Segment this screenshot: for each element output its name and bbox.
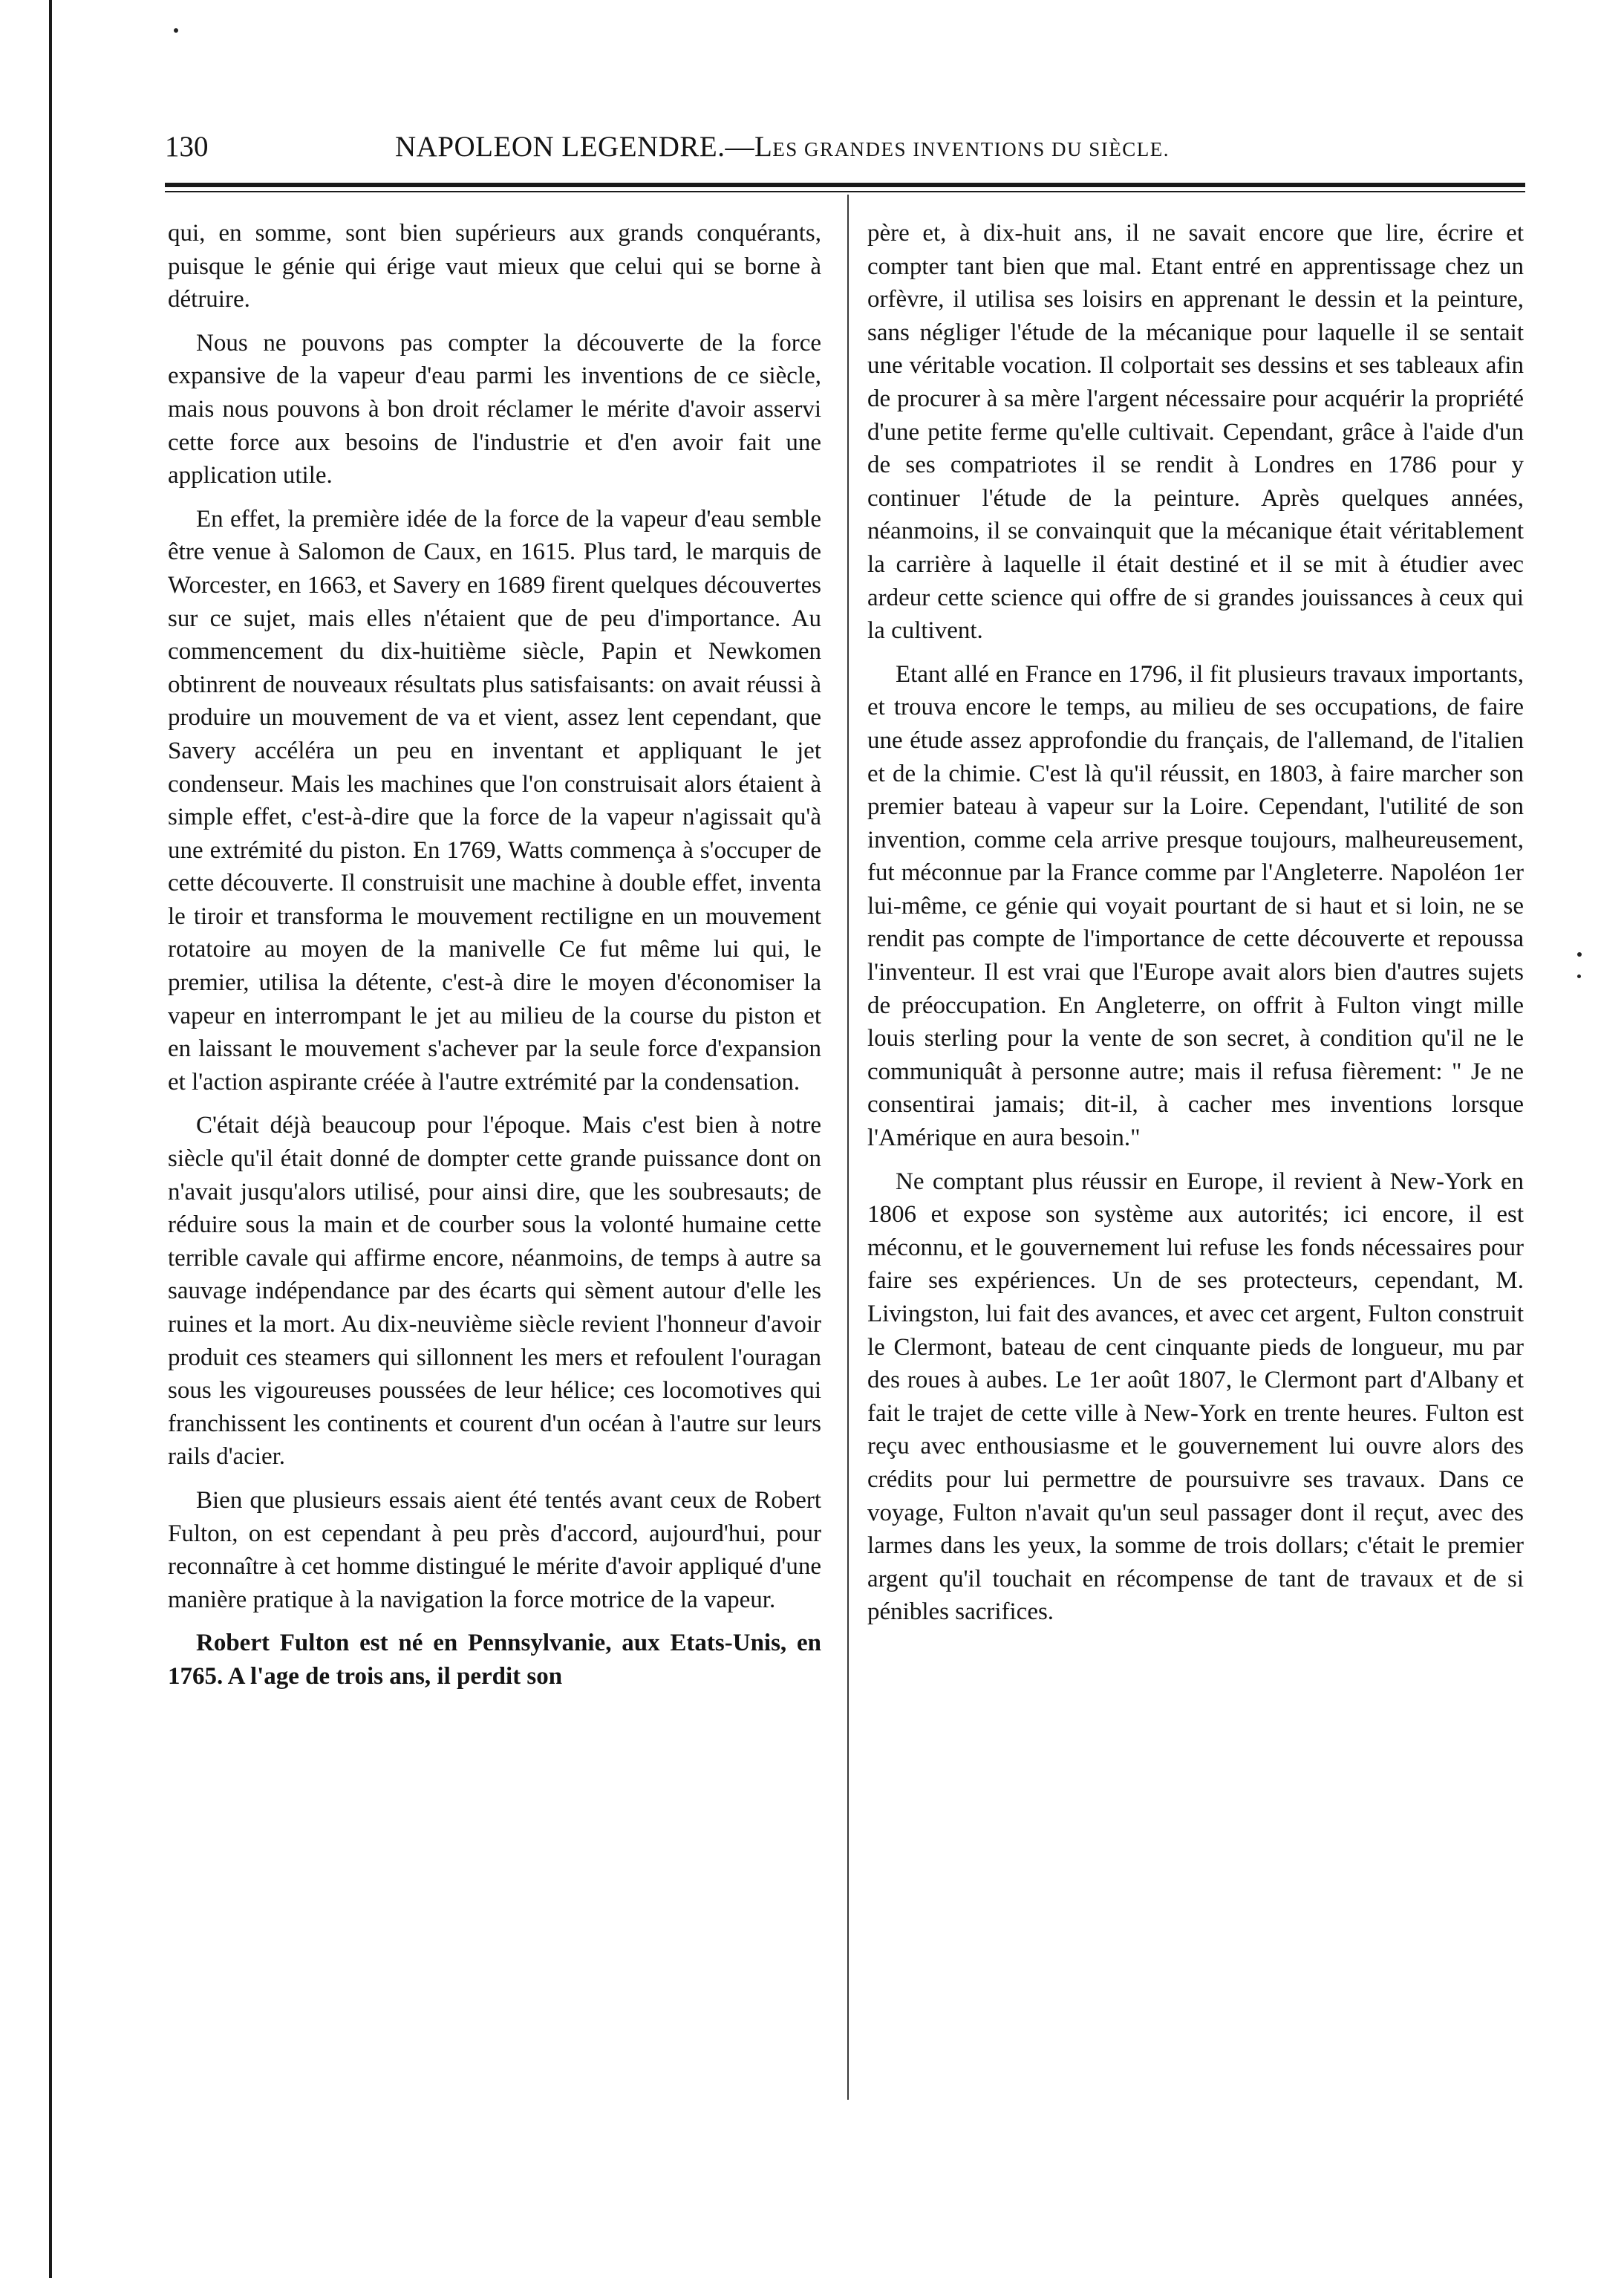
paragraph: qui, en somme, sont bien supérieurs aux grands conquérants, puisque le génie qui érige vaut mieux que celui qui se borne à détruire. (168, 220, 821, 313)
author-name: NAPOLEON LEGENDRE. (395, 131, 725, 163)
paragraph: Ne comptant plus réussir en Europe, il revient à New-York en 1806 et expose son système aux autorités; ici encore, il est méconnu, et le gouvernement lui refuse les fonds nécessaires pour faire ses expériences. Un de ses protecteurs, cependant, M. Livingston, lui fait des avances, et avec cet argent, Fulton construit le Clermont, bateau de cent cinquante pieds de longueur, mu par des roues à aubes. Le 1er août 1807, le Clermont part d'Albany et fait le trajet de cette ville à New-York en trente heures. Fulton est reçu avec enthousiasme et le gouvernement lui ouvre alors des crédits pour lui permettre de poursuivre ses travaux. Dans ce voyage, Fulton n'avait qu'un seul passager dont il reçut, avec des larmes dans les yeux, la somme de trois dollars; c'était le premier argent qu'il touchait en récompense de tant de travaux et de si pénibles sacrifices. (867, 1168, 1524, 1626)
paragraph: Bien que plusieurs essais aient été tentés avant ceux de Robert Fulton, on est cependant à peu près d'accord, aujourd'hui, pour reconnaître à cet homme distingué le mérite d'avoir appliqué d'une manière pratique à la navigation la force motrice de la vapeur. (168, 1486, 821, 1613)
right-column (867, 217, 1524, 1639)
title-initial: L (754, 131, 773, 163)
header-rule-thin (165, 191, 1525, 192)
paragraph: C'était déjà beaucoup pour l'époque. Mais c'est bien à notre siècle qu'il était donné de dompter cette grande puissance dont on n'avait jusqu'alors utilisé, pour ainsi dire, que les soubresauts; de réduire sous la main et de courber sous la volonté humaine cette terrible cavale qui affirme encore, néanmoins, de temps à autre sa sauvage indépendance par des écarts qui sèment autour d'elle les ruines et la mort. Au dix-neuvième siècle revient l'honneur d'avoir produit ces steamers qui sillonnent les mers et refoulent l'ouragan sous les vigoureuses poussées de leur hélice; ces locomotives qui franchissent les continents et courent d'un océan à l'autre sur leurs rails d'acier. (168, 1112, 821, 1471)
paragraph: Etant allé en France en 1796, il fit plusieurs travaux importants, et trouva encore le temps, au milieu de ses occupations, de faire une étude assez approfondie du français, de l'allemand, de l'italien et de la chimie. C'est là qu'il réussit, en 1803, à faire marcher son premier bateau à vapeur sur la Loire. Cependant, l'utilité de son invention, comme cela arrive presque toujours, malheureusement, fut méconnue par la France comme par l'Angleterre. Napoléon 1er lui-même, ce génie qui voyait pourtant de si haut et si loin, ne se rendit pas compte de l'importance de cette découverte et repoussa l'inventeur. Il est vrai que l'Europe avait alors bien d'autres sujets de préoccupation. En Angleterre, on offrit à Fulton vingt mille louis sterling pour la vente de son secret, à condition qu'il ne le communiquât à personne autre; mais il refusa fièrement: " Je ne consentirai jamais; dit-il, à cacher mes inventions lorsque l'Amérique en aura besoin." (867, 660, 1524, 1152)
speck-mark (1577, 952, 1582, 957)
left-column (168, 217, 821, 1704)
page-edge-line (49, 0, 52, 2278)
speck-mark (1577, 974, 1581, 978)
header-rule-thick (165, 183, 1525, 187)
page-number: 130 (165, 131, 209, 163)
paragraph: En effet, la première idée de la force de la vapeur d'eau semble être venue à Salomon de Caux, en 1615. Plus tard, le marquis de Worcester, en 1663, et Savery en 1689 firent quelques découvertes sur ce sujet, mais elles n'étaient que de peu d'importance. Au commencement du dix-huitième siècle, Papin et Newkomen obtinrent de nouveaux résultats plus satisfaisants: on avait réussi à produire un mouvement de va et vient, assez lent cependant, que Savery accéléra un peu en inventant et appliquant le jet condenseur. Mais les machines que l'on construisait alors étaient à simple effet, c'est-à-dire que la force de la vapeur n'agissait qu'à une extrémité du piston. En 1769, Watts commença à s'occuper de cette découverte. Il construisit une machine à double effet, inventa le tiroir et transforma le mouvement rectiligne en un mouvement rotatoire au moyen de la manivelle Ce fut même lui qui, le premier, utilisa la détente, c'est-à dire le moyen d'économiser la vapeur en interrompant le jet au milieu de la course du piston et en laissant le mouvement s'achever par la seule force d'expansion et l'action aspirante créée à l'autre extrémité par la condensation. (168, 505, 821, 1096)
running-title (395, 125, 1170, 172)
running-header (165, 125, 1516, 169)
column-divider (847, 195, 849, 2100)
speck-mark (174, 28, 178, 33)
paragraph: père et, à dix-huit ans, il ne savait encore que lire, écrire et compter tant bien que mal. Etant entré en apprentissage chez un orfèvre, il utilisa ses loisirs en apprenant le dessin et la peinture, sans négliger l'étude de la mécanique pour laquelle il se sentait une véritable vocation. Il colportait ses dessins et ses tableaux afin de procurer à sa mère l'argent nécessaire pour acquérir la propriété d'une petite ferme qu'elle cultivait. Cependant, grâce à l'aide d'un de ses compatriotes il se rendit à Londres en 1786 pour y continuer l'étude de la peinture. Après quelques années, néanmoins, il se convainquit que la mécanique était véritablement la carrière à laquelle il était destiné et il se mit à étudier avec ardeur cette science qui offre de si grandes jouissances à ceux qui la cultivent. (867, 220, 1524, 645)
title-smallcaps: ES GRANDES INVENTIONS DU SIÈCLE. (772, 138, 1170, 160)
paragraph: Robert Fulton est né en Pennsylvanie, aux Etats-Unis, en 1765. A l'age de trois ans, il perdit son (168, 1630, 821, 1690)
title-dash: — (725, 131, 754, 163)
paragraph: Nous ne pouvons pas compter la découverte de la force expansive de la vapeur d'eau parmi les inventions de ce siècle, mais nous pouvons à bon droit réclamer le mérite d'avoir asservi cette force aux besoins de l'industrie et d'en avoir fait une application utile. (168, 329, 821, 489)
